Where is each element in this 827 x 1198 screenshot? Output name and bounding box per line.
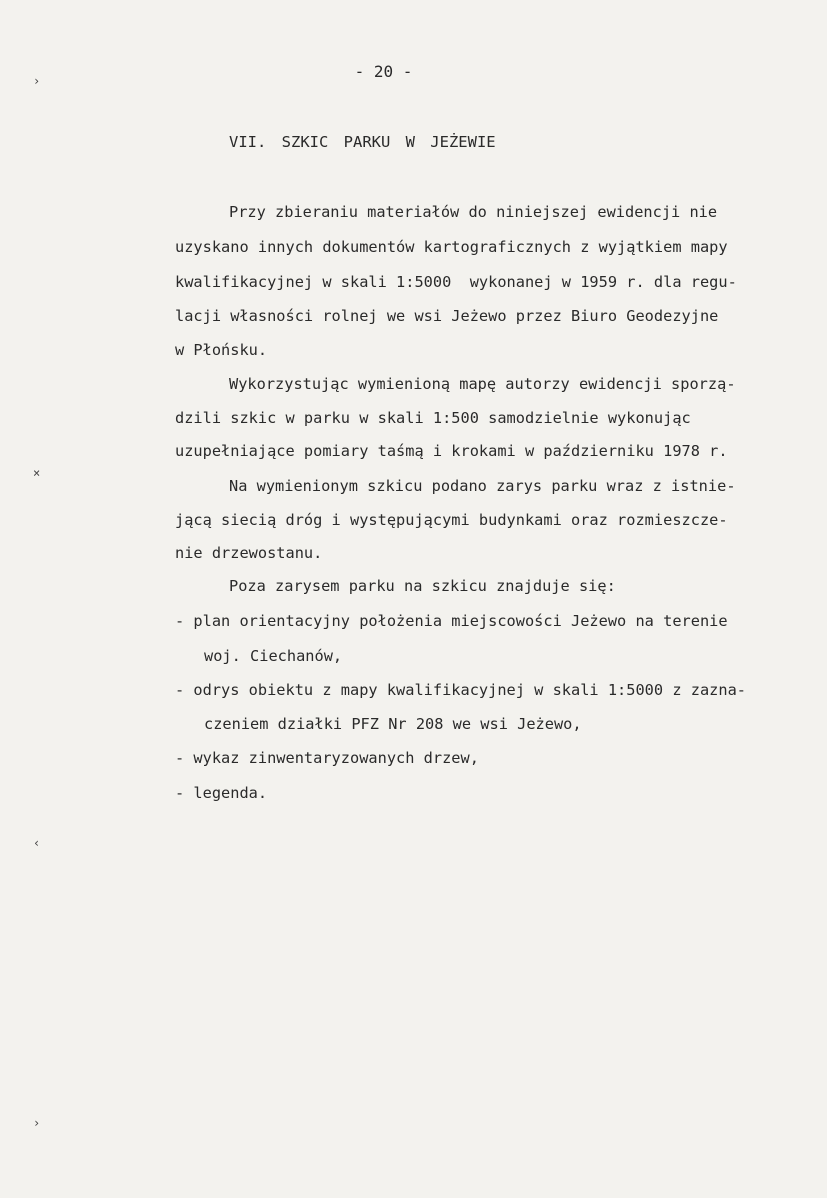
text-line: kwalifikacyjnej w skali 1:5000 wykonanej w 1959 r. dla regu-: [175, 273, 737, 291]
list-item: - wykaz zinwentaryzowanych drzew,: [175, 749, 479, 767]
list-item: - legenda.: [175, 784, 268, 802]
text-line: Na wymienionym szkicu podano zarys parku wraz z istnie-: [229, 477, 736, 495]
text-line: uzupełniające pomiary taśmą i krokami w październiku 1978 r.: [175, 442, 728, 460]
text-line: lacji własności rolnej we wsi Jeżewo przez Biuro Geodezyjne: [175, 307, 719, 325]
text-line: Przy zbieraniu materiałów do niniejszej ewidencji nie: [229, 203, 718, 221]
section-title: VII. SZKIC PARKU W JEŻEWIE: [229, 133, 496, 151]
margin-mark-icon: ‹: [33, 836, 41, 850]
text-line: Poza zarysem parku na szkicu znajduje się:: [229, 577, 616, 595]
list-item: - plan orientacyjny położenia miejscowości Jeżewo na terenie: [175, 612, 728, 630]
list-item: - odrys obiektu z mapy kwalifikacyjnej w skali 1:5000 z zazna-: [175, 681, 746, 699]
text-line: nie drzewostanu.: [175, 544, 323, 562]
text-line: dzili szkic w parku w skali 1:500 samodzielnie wykonując: [175, 409, 691, 427]
list-item-continuation: czeniem działki PFZ Nr 208 we wsi Jeżewo,: [204, 715, 582, 733]
text-line: w Płońsku.: [175, 341, 268, 359]
margin-mark-icon: ›: [33, 74, 41, 88]
margin-mark-icon: ×: [33, 466, 41, 480]
list-item-continuation: woj. Ciechanów,: [204, 647, 343, 665]
margin-mark-icon: ›: [33, 1116, 41, 1130]
text-line: jącą siecią dróg i występującymi budynkami oraz rozmieszcze-: [175, 511, 728, 529]
page-number: - 20 -: [354, 62, 413, 81]
text-line: uzyskano innych dokumentów kartograficznych z wyjątkiem mapy: [175, 238, 728, 256]
text-line: Wykorzystując wymienioną mapę autorzy ewidencji sporzą-: [229, 375, 736, 393]
